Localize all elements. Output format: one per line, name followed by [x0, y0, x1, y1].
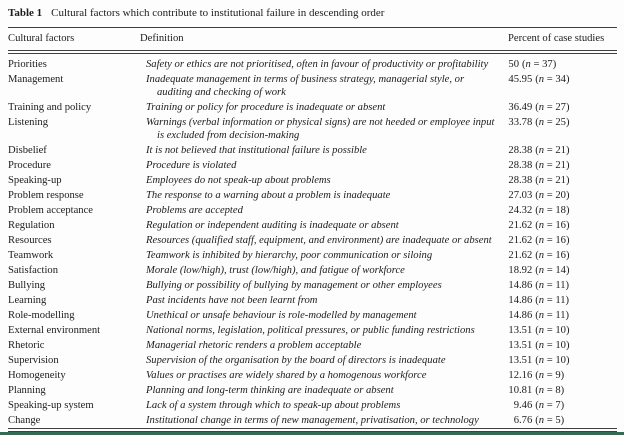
percent-fraction: .62	[519, 235, 533, 247]
definition-cell: Training or policy for procedure is inadequate or absent	[146, 101, 386, 113]
n-count-label: (n = 7)	[535, 399, 565, 411]
table-caption-text: Cultural factors which contribute to institutional failure in descending order	[51, 7, 385, 19]
factor-cell: Speaking-up	[8, 175, 62, 187]
percent-integer: 6	[513, 414, 519, 426]
factor-cell: Planning	[8, 384, 46, 396]
percent-cell	[508, 279, 617, 292]
percent-cell	[508, 294, 617, 307]
factor-cell: Change	[8, 414, 41, 426]
percent-integer: 18	[508, 265, 519, 277]
n-count-label: (n = 10)	[535, 324, 570, 336]
percent-cell	[508, 219, 617, 232]
percent-fraction: .86	[519, 280, 533, 292]
percent-integer: 28	[508, 160, 519, 172]
factor-cell: Problem acceptance	[8, 205, 93, 217]
table-row	[8, 323, 617, 338]
definition-cell: Morale (low/high), trust (low/high), and fatigue of workforce	[146, 265, 405, 277]
factor-cell: Regulation	[8, 220, 55, 232]
table-row	[8, 72, 617, 100]
percent-integer: 28	[508, 175, 519, 187]
factor-cell: Rhetoric	[8, 339, 45, 351]
percent-fraction: .86	[519, 310, 533, 321]
table-row	[8, 115, 617, 143]
table-row	[8, 308, 617, 323]
n-count-label: (n = 14)	[535, 265, 570, 277]
factor-cell: Resources	[8, 235, 52, 247]
column-header-definition: Definition	[140, 33, 184, 44]
percent-cell	[508, 309, 617, 322]
table-row	[8, 413, 617, 428]
definition-cell: Employees do not speak-up about problems	[146, 175, 331, 187]
percent-cell	[508, 384, 617, 397]
percent-integer: 33	[508, 116, 519, 128]
factor-cell: Problem response	[8, 190, 84, 202]
table-row	[8, 143, 617, 158]
n-count-label: (n = 21)	[535, 145, 570, 157]
percent-cell	[508, 399, 617, 412]
n-count-label: (n = 16)	[535, 235, 570, 247]
table-row	[8, 293, 617, 308]
table-row	[8, 218, 617, 233]
percent-integer: 21	[508, 235, 519, 247]
n-count-label: (n = 16)	[535, 250, 570, 262]
n-count-label: (n = 37)	[522, 58, 557, 70]
definition-cell: Values or practises are widely shared by a homogenous workforce	[146, 369, 427, 381]
definition-cell: The response to a warning about a problem is inadequate	[146, 190, 391, 202]
definition-cell: Safety or ethics are not prioritised, often in favour of productivity or profitability	[146, 58, 489, 70]
definition-cell: Problems are accepted	[146, 205, 243, 217]
percent-cell	[508, 159, 617, 172]
percent-fraction: .16	[519, 369, 533, 381]
table-row	[8, 263, 617, 278]
percent-fraction: .92	[519, 265, 533, 277]
percent-cell	[508, 264, 617, 277]
n-count-label: (n = 25)	[535, 116, 570, 128]
n-count-label: (n = 21)	[535, 175, 570, 187]
percent-fraction: .51	[519, 324, 533, 336]
factor-cell: Management	[8, 73, 64, 85]
percent-integer: 9	[513, 399, 519, 411]
percent-integer: 14	[508, 295, 519, 307]
percent-fraction: .62	[519, 250, 533, 262]
table-row	[8, 188, 617, 203]
definition-cell: Supervision of the organisation by the board of directors is inadequate	[146, 354, 446, 366]
n-count-label: (n = 11)	[535, 280, 570, 292]
factor-cell: Training and policy	[8, 101, 92, 113]
percent-fraction: .81	[519, 384, 533, 396]
definition-cell: Regulation or independent auditing is inadequate or absent	[146, 220, 399, 232]
percent-integer: 27	[508, 190, 519, 202]
percent-integer: 13	[508, 324, 519, 336]
percent-cell	[508, 324, 617, 337]
percent-integer: 14	[508, 310, 519, 321]
percent-cell	[508, 354, 617, 367]
table-row	[8, 398, 617, 413]
definition-cell: Resources (qualified staff, equipment, and environment) are inadequate or absent	[146, 235, 492, 247]
definition-cell: Bullying or possibility of bullying by management or other employees	[146, 280, 442, 292]
percent-fraction: .95	[519, 73, 533, 85]
factor-cell: Disbelief	[8, 145, 47, 157]
column-header-cultural-factors: Cultural factors	[8, 33, 75, 44]
table-number: Table 1	[8, 7, 43, 19]
factor-cell: Priorities	[8, 58, 47, 70]
percent-cell	[508, 204, 617, 217]
definition-cell: Managerial rhetoric renders a problem acceptable	[146, 339, 362, 351]
table-header-row	[8, 28, 617, 50]
percent-fraction: .76	[519, 414, 533, 426]
factor-cell: Homogeneity	[8, 369, 66, 381]
n-count-label: (n = 10)	[535, 339, 570, 351]
table-row	[8, 338, 617, 353]
table-row	[8, 203, 617, 218]
table-row	[8, 158, 617, 173]
percent-fraction: .49	[519, 101, 533, 113]
table-row	[8, 100, 617, 115]
definition-cell: Lack of a system through which to speak-up about problems	[146, 399, 401, 411]
percent-fraction: .62	[519, 220, 533, 232]
percent-fraction: .32	[519, 205, 533, 217]
percent-integer: 12	[508, 369, 519, 381]
percent-cell	[508, 369, 617, 382]
percent-fraction: .46	[519, 399, 533, 411]
n-count-label: (n = 11)	[535, 295, 570, 307]
factor-cell: Bullying	[8, 280, 46, 292]
definition-cell: Unethical or unsafe behaviour is role-modelled by management	[146, 310, 417, 321]
percent-cell	[508, 73, 617, 100]
n-count-label: (n = 5)	[535, 414, 565, 426]
table-row	[8, 233, 617, 248]
percent-integer: 21	[508, 220, 519, 232]
percent-cell	[508, 144, 617, 157]
percent-fraction: .38	[519, 145, 533, 157]
n-count-label: (n = 16)	[535, 220, 570, 232]
definition-cell: National norms, legislation, political pressures, or public funding restrictions	[146, 324, 475, 336]
percent-cell	[508, 101, 617, 114]
percent-fraction: .38	[519, 160, 533, 172]
definition-cell: Inadequate management in terms of business strategy, managerial style, or auditing and checking of work	[146, 73, 465, 98]
factor-cell: External environment	[8, 324, 101, 336]
definition-cell: Teamwork is inhibited by hierarchy, poor communication or siloing	[146, 250, 433, 262]
n-count-label: (n = 34)	[535, 73, 570, 85]
definition-cell: Warnings (verbal information or physical signs) are not heeded or employee input is excluded from decision-making	[146, 116, 495, 142]
table-row	[8, 57, 617, 72]
table-row	[8, 248, 617, 263]
percent-integer: 50	[508, 58, 519, 70]
n-count-label: (n = 18)	[535, 205, 570, 217]
n-count-label: (n = 9)	[535, 369, 565, 381]
column-header-percent: Percent of case studies	[508, 33, 605, 44]
percent-fraction: .38	[519, 175, 533, 187]
percent-fraction: .51	[519, 354, 533, 366]
percent-integer: 13	[508, 339, 519, 351]
percent-fraction: .03	[519, 190, 533, 202]
n-count-label: (n = 20)	[535, 190, 570, 202]
definition-cell: Institutional change in terms of new management, privatisation, or technology	[146, 414, 479, 426]
percent-cell	[508, 249, 617, 262]
percent-fraction: .86	[519, 295, 533, 307]
table-row	[8, 383, 617, 398]
table-row	[8, 173, 617, 188]
percent-cell	[508, 116, 617, 143]
percent-integer: 45	[508, 73, 519, 85]
n-count-label: (n = 10)	[535, 354, 570, 366]
factor-cell: Procedure	[8, 160, 51, 172]
percent-integer: 36	[508, 101, 519, 113]
table-row	[8, 353, 617, 368]
n-count-label: (n = 11)	[535, 310, 570, 321]
percent-fraction: .78	[519, 116, 533, 128]
table-body	[0, 57, 624, 428]
percent-integer: 28	[508, 145, 519, 157]
table-row	[8, 368, 617, 383]
percent-integer: 21	[508, 250, 519, 262]
definition-cell: Procedure is violated	[146, 160, 237, 172]
definition-cell: Past incidents have not been learnt from	[146, 295, 318, 307]
percent-cell	[508, 58, 617, 71]
factor-cell: Learning	[8, 295, 47, 307]
definition-cell: Planning and long-term thinking are inadequate or absent	[146, 384, 394, 396]
n-count-label: (n = 21)	[535, 160, 570, 172]
n-count-label: (n = 27)	[535, 101, 570, 113]
percent-cell	[508, 414, 617, 427]
n-count-label: (n = 8)	[535, 384, 565, 396]
percent-fraction: .51	[519, 339, 533, 351]
percent-cell	[508, 189, 617, 202]
factor-cell: Listening	[8, 116, 49, 128]
factor-cell: Satisfaction	[8, 265, 59, 277]
table-bottom-rule	[8, 428, 617, 432]
header-bottom-rule	[8, 50, 617, 54]
percent-cell	[508, 339, 617, 352]
percent-integer: 24	[508, 205, 519, 217]
percent-integer: 13	[508, 354, 519, 366]
table-row	[8, 278, 617, 293]
factor-cell: Role-modelling	[8, 310, 75, 321]
percent-cell	[508, 234, 617, 247]
table-caption	[8, 6, 616, 20]
percent-integer: 10	[508, 384, 519, 396]
percent-integer: 14	[508, 280, 519, 292]
percent-cell	[508, 174, 617, 187]
factor-cell: Speaking-up system	[8, 399, 94, 411]
factor-cell: Supervision	[8, 354, 59, 366]
factor-cell: Teamwork	[8, 250, 54, 262]
definition-cell: It is not believed that institutional failure is possible	[146, 145, 367, 157]
